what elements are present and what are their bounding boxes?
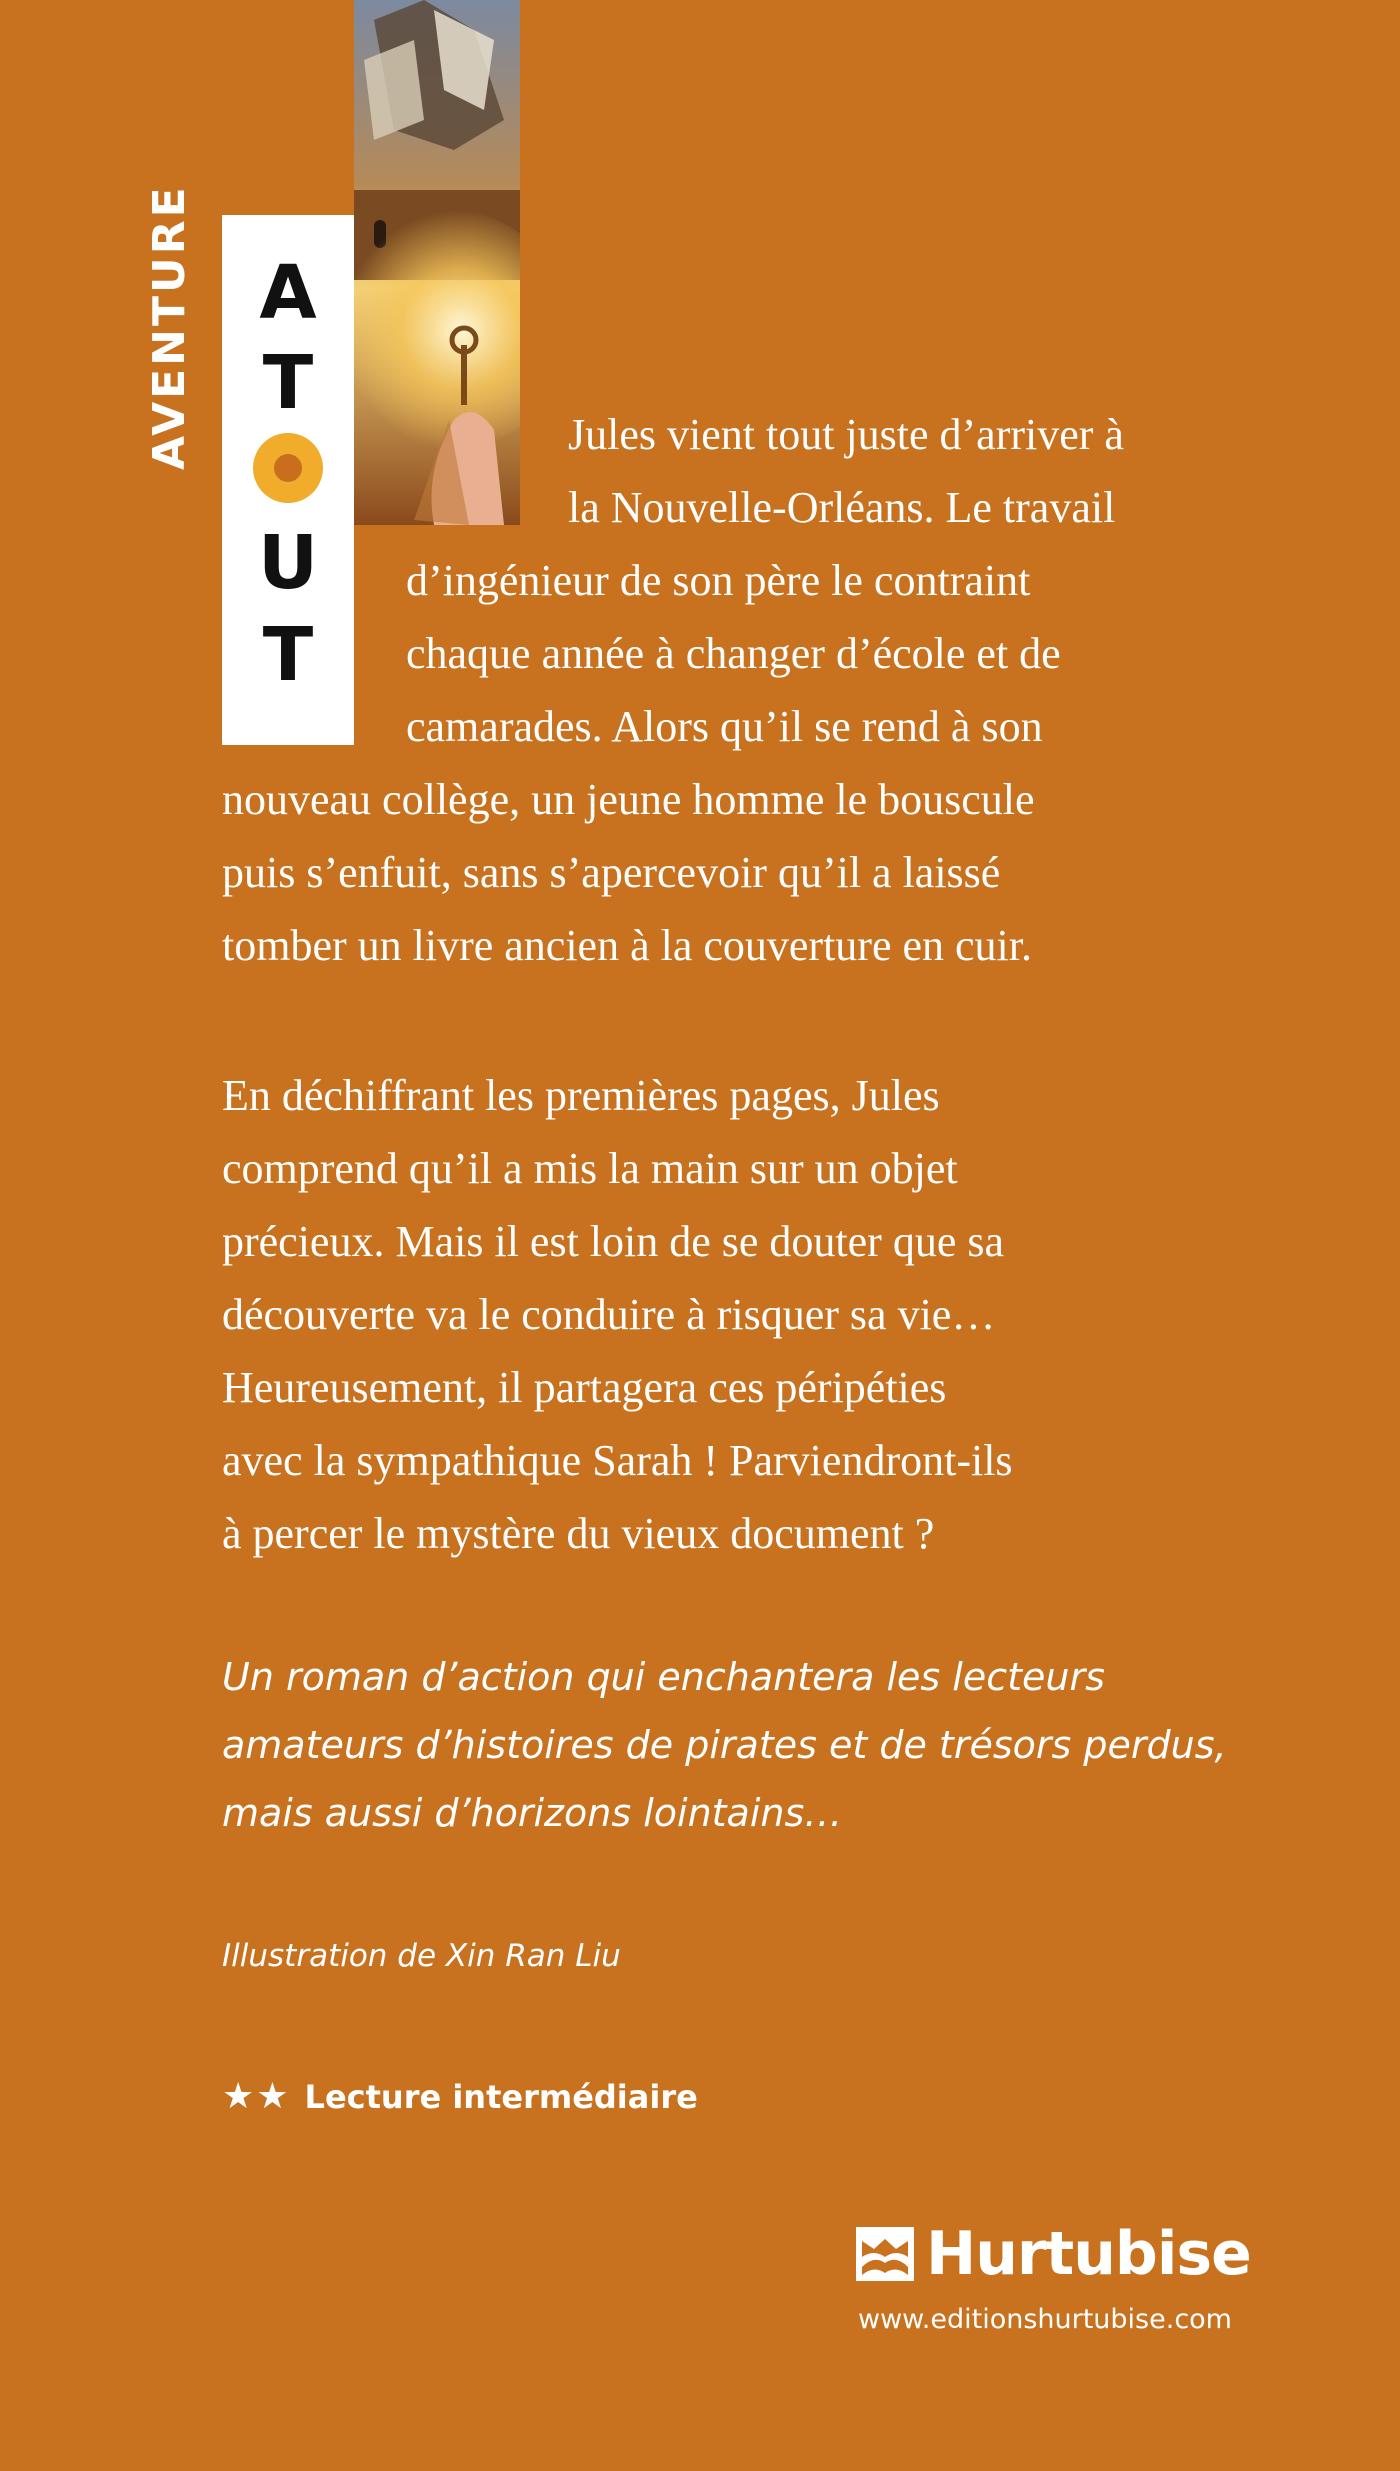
summary-line: tomber un livre ancien à la couverture en cuir. — [222, 921, 1032, 970]
atout-letter-t: T — [262, 340, 314, 426]
summary-line: avec la sympathique Sarah ! Parviendront-ils — [222, 1436, 1013, 1485]
open-book-logo-icon — [856, 2227, 914, 2281]
publisher-url: www.editionshurtubise.com — [858, 2304, 1232, 2335]
tagline-line: amateurs d’histoires de pirates et de trésors perdus, — [222, 1723, 1227, 1767]
reading-level — [222, 2076, 698, 2117]
summary-line: camarades. Alors qu’il se rend à son — [406, 702, 1043, 751]
summary-line: la Nouvelle-Orléans. Le travail — [568, 483, 1116, 532]
publisher-name: Hurtubise — [926, 2219, 1251, 2289]
atout-letter-u: U — [257, 520, 319, 606]
summary-line: découverte va le conduire à risquer sa vie… — [222, 1290, 996, 1339]
summary-line: En déchiffrant les premières pages, Jules — [222, 1071, 940, 1120]
summary-line: nouveau collège, un jeune homme le bouscule — [222, 775, 1035, 824]
atout-o-ring-icon — [253, 433, 323, 503]
reading-level-label: Lecture intermédiaire — [304, 2078, 698, 2116]
tagline-line: mais aussi d’horizons lointains… — [222, 1791, 843, 1835]
summary-line: puis s’enfuit, sans s’apercevoir qu’il a laissé — [222, 848, 1001, 897]
cover-illustration — [354, 0, 520, 525]
illustration-credit: Illustration de Xin Ran Liu — [222, 1938, 621, 1974]
summary-line: Jules vient tout juste d’arriver à — [568, 410, 1124, 459]
publisher-logo — [856, 2219, 1251, 2289]
tagline-line: Un roman d’action qui enchantera les lecteurs — [222, 1655, 1105, 1699]
summary-line: Heureusement, il partagera ces péripéties — [222, 1363, 947, 1412]
summary-line: précieux. Mais il est loin de se douter que sa — [222, 1217, 1005, 1266]
summary-line: à percer le mystère du vieux document ? — [222, 1509, 935, 1558]
reading-level-stars-icon: ★★ — [222, 2076, 291, 2117]
series-genre-label: AVENTURE — [144, 184, 195, 470]
atout-letter-t2: T — [262, 612, 314, 698]
atout-series-logo — [222, 215, 354, 745]
summary-line: chaque année à changer d’école et de — [406, 629, 1061, 678]
summary-line: comprend qu’il a mis la main sur un objet — [222, 1144, 958, 1193]
summary-line: d’ingénieur de son père le contraint — [406, 556, 1031, 605]
atout-letter-a: A — [259, 250, 317, 336]
